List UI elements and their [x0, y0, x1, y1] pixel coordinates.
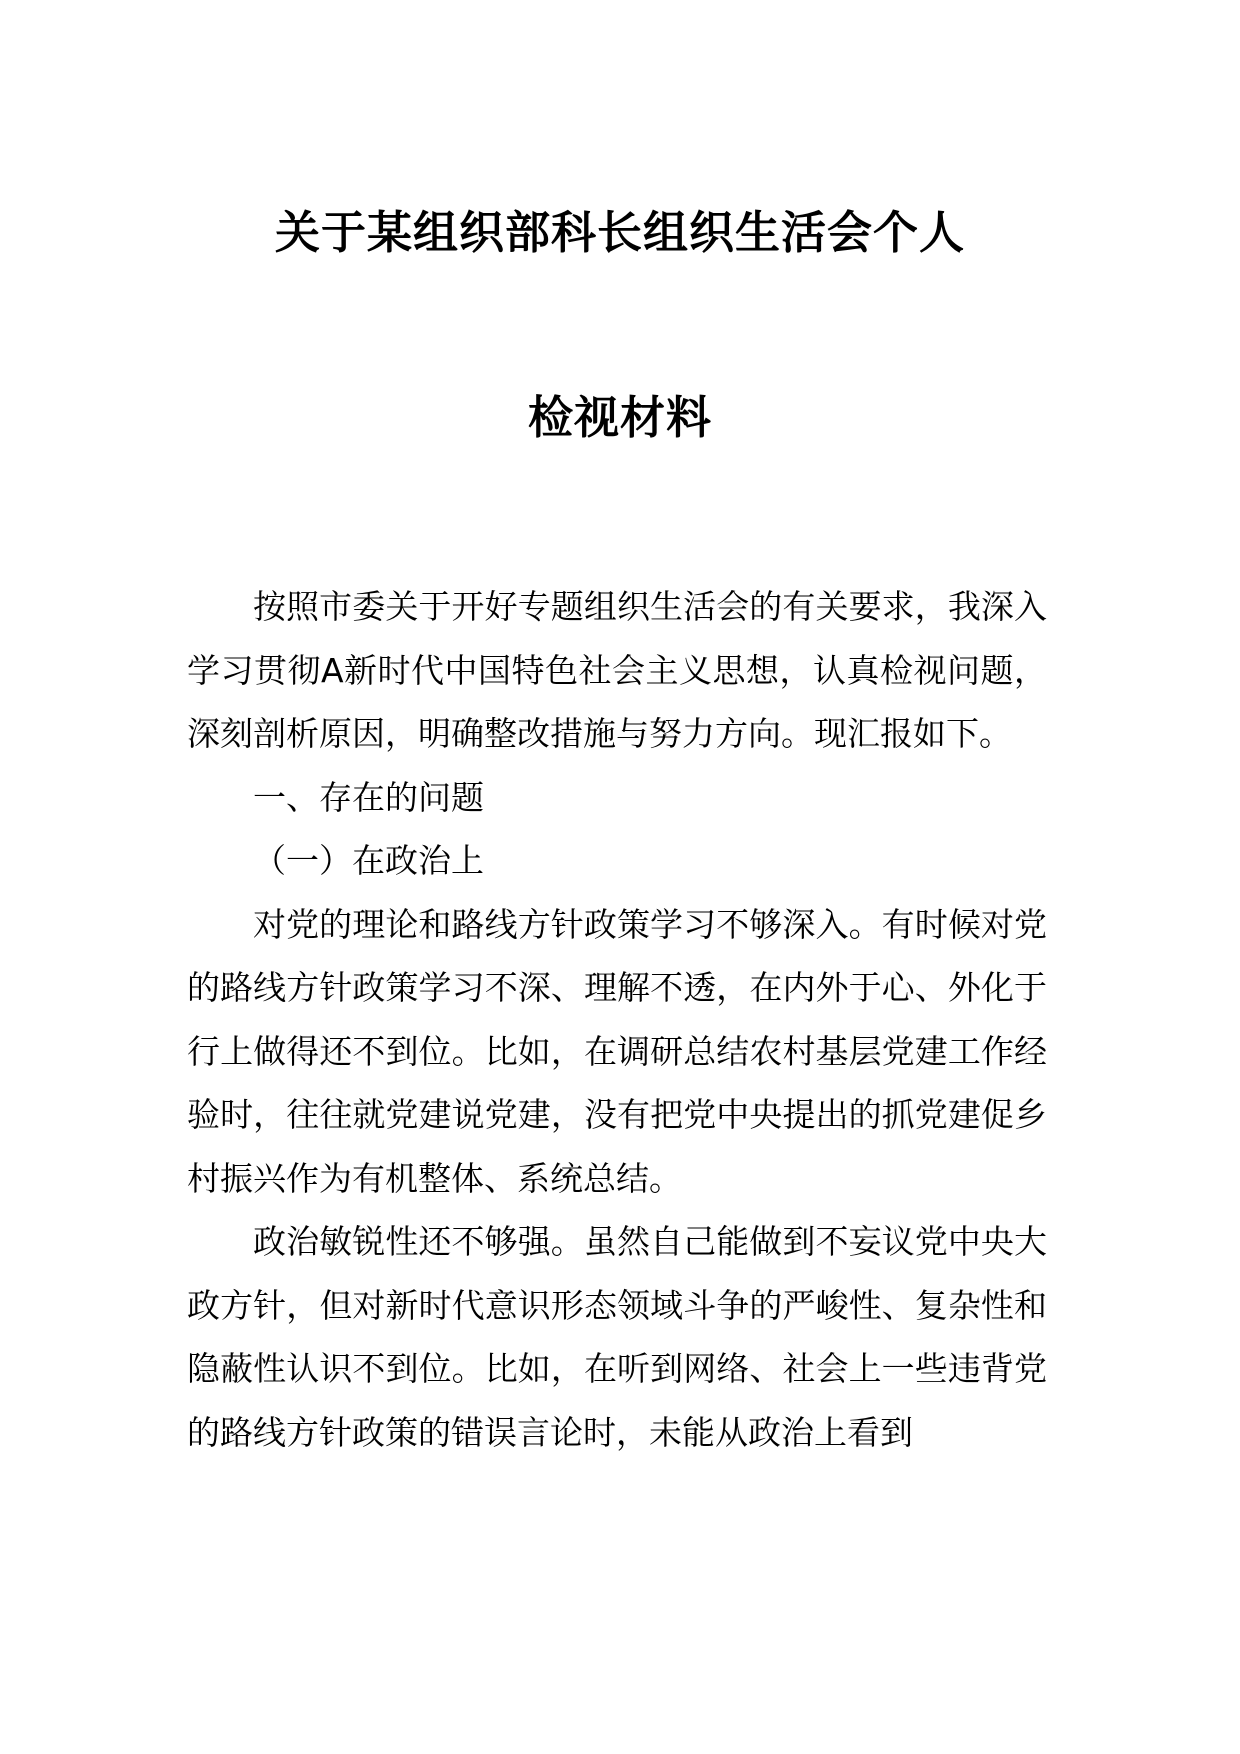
document-body — [187, 575, 1047, 1464]
body-paragraph-2: 政治敏锐性还不够强。虽然自己能做到不妄议党中央大政方针，但对新时代意识形态领域斗争的严峻性、复杂性和隐蔽性认识不到位。比如，在听到网络、社会上一些违背党的路线方针政策的错误言论时，未能从政治上看到 — [187, 1222, 1047, 1452]
body-paragraph-1: 对党的理论和路线方针政策学习不够深入。有时候对党的路线方针政策学习不深、理解不透，在内外于心、外化于行上做得还不到位。比如，在调研总结农村基层党建工作经验时，往往就党建说党建，没有把党中央提出的抓党建促乡村振兴作为有机整体、系统总结。 — [187, 904, 1047, 1198]
intro-paragraph: 按照市委关于开好专题组织生活会的有关要求，我深入学习贯彻A新时代中国特色社会主义思想，认真检视问题，深刻剖析原因，明确整改措施与努力方向。现汇报如下。 — [187, 587, 1047, 753]
document-title-line-2: 检视材料 — [527, 391, 712, 444]
section-heading: 一、存在的问题 — [253, 777, 484, 817]
subsection-heading: （一）在政治上 — [253, 841, 484, 880]
document-title-line-1: 关于某组织部科长组织生活会个人 — [274, 206, 965, 259]
